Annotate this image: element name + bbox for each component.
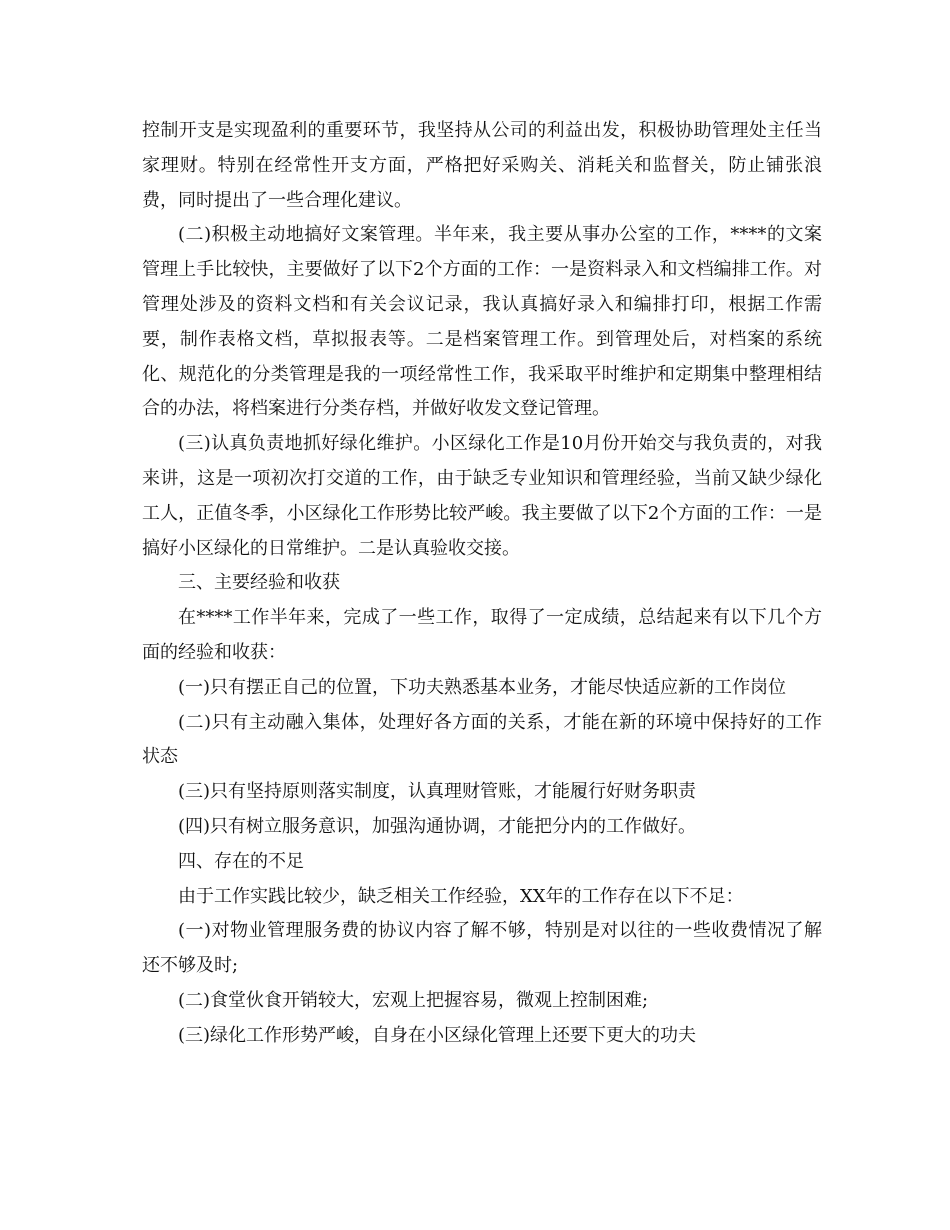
list-item-experience-2: (二)只有主动融入集体，处理好各方面的关系，才能在新的环境中保持好的工作状态 (142, 711, 822, 768)
paragraph-experience-intro: 在****工作半年来，完成了一些工作，取得了一定成绩，总结起来有以下几个方面的经验和收获： (142, 607, 822, 663)
paragraph-document-management: (二)积极主动地搞好文案管理。半年来，我主要从事办公室的工作，****的文案管理上手比较快，主要做好了以下2个方面的工作：一是资料录入和文档编排工作。对管理处涉及的资料文档和有关会议记录，我认真搞好录入和编排打印，根据工作需要，制作表格文档，草拟报表等。二是档案管理工作。到管理处后，对档案的系统化、规范化的分类管理是我的一项经常性工作，我采取平时维护和定期集中整理相结合的办法，将档案进行分类存档，并做好收发文登记管理。 (142, 224, 822, 420)
list-item-shortcoming-2: (二)食堂伙食开销较大，宏观上把握容易，微观上控制困难; (178, 989, 649, 1011)
list-item-shortcoming-1: (一)对物业管理服务费的协议内容了解不够，特别是对以往的一些收费情况了解还不够及时; (142, 920, 822, 977)
section-heading-experience: 三、主要经验和收获 (178, 572, 340, 594)
list-item-experience-3: (三)只有坚持原则落实制度，认真理财管账，才能履行好财务职责 (178, 781, 697, 803)
list-item-experience-4: (四)只有树立服务意识，加强沟通协调，才能把分内的工作做好。 (178, 815, 697, 837)
paragraph-greening-maintenance: (三)认真负责地抓好绿化维护。小区绿化工作是10月份开始交与我负责的，对我来讲，这是一项初次打交道的工作，由于缺乏专业知识和管理经验，当前又缺少绿化工人，正值冬季，小区绿化工作形势比较严峻。我主要做了以下2个方面的工作：一是搞好小区绿化的日常维护。二是认真验收交接。 (142, 433, 822, 559)
list-item-experience-1: (一)只有摆正自己的位置，下功夫熟悉基本业务，才能尽快适应新的工作岗位 (178, 676, 787, 698)
section-heading-shortcomings: 四、存在的不足 (178, 850, 304, 872)
list-item-shortcoming-3: (三)绿化工作形势严峻，自身在小区绿化管理上还要下更大的功夫 (178, 1024, 697, 1046)
document-body (142, 114, 822, 1054)
paragraph-expense-control: 控制开支是实现盈利的重要环节，我坚持从公司的利益出发，积极协助管理处主任当家理财。特别在经常性开支方面，严格把好采购关、消耗关和监督关，防止铺张浪费，同时提出了一些合理化建议。 (142, 120, 822, 211)
paragraph-shortcomings-intro: 由于工作实践比较少，缺乏相关工作经验，XX年的工作存在以下不足： (178, 885, 744, 907)
